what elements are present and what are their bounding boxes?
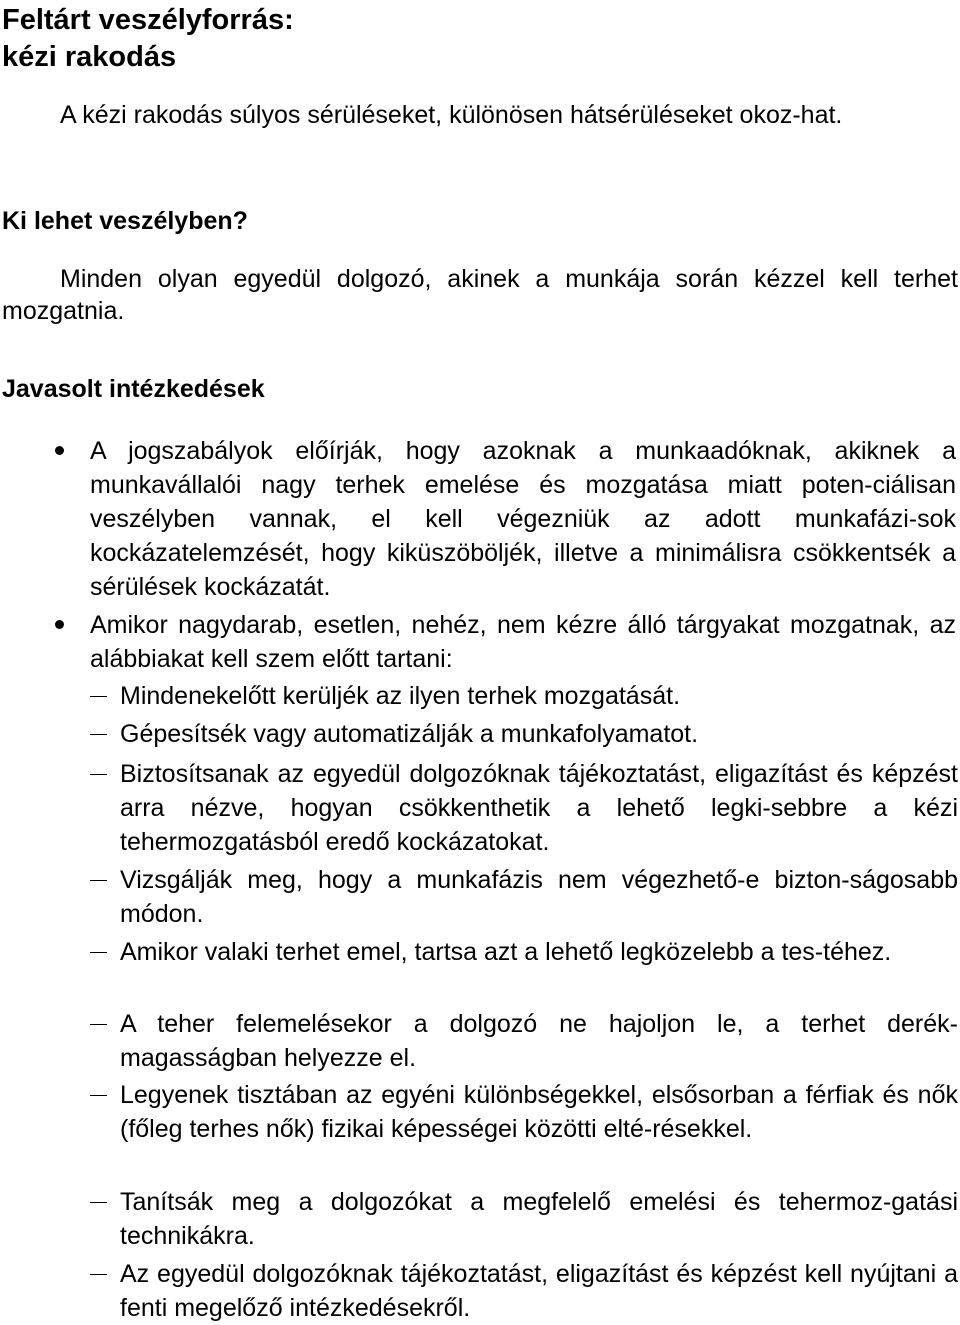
dash-text: Tanítsák meg a dolgozókat a megfelelő emelési és tehermoz-gatási technikákra.	[120, 1188, 958, 1250]
dash-icon	[90, 952, 107, 953]
dash-text: A teher felemelésekor a dolgozó ne hajoljon le, a terhet derék-magasságban helyezze el.	[120, 1010, 958, 1072]
dash-icon	[90, 1095, 107, 1096]
who-text: Minden olyan egyedül dolgozó, akinek a munkája során kézzel kell terhet mozgatnia.	[2, 265, 958, 325]
title-line-2: kézi rakodás	[2, 41, 177, 73]
dash-text: Amikor valaki terhet emel, tartsa azt a lehető legközelebb a tes-téhez.	[120, 938, 892, 966]
dash-icon	[90, 880, 107, 881]
title-line-1: Feltárt veszélyforrás:	[2, 4, 294, 36]
dash-text: Mindenekelőtt kerüljék az ilyen terhek mozgatását.	[120, 682, 681, 710]
bullet-dot-icon	[55, 620, 64, 629]
dash-icon	[90, 734, 107, 735]
dash-icon	[90, 1202, 107, 1203]
bullet-dot-icon	[55, 446, 64, 455]
dash-text: Biztosítsanak az egyedül dolgozóknak tájékoztatást, eligazítást és képzést arra nézve, hogyan csökkenthetik a lehető legki-sebbre a kézi tehermozgatásból eredő kockázatokat.	[120, 760, 958, 856]
measures-heading: Javasolt intézkedések	[2, 375, 265, 403]
who-paragraph	[2, 263, 958, 327]
who-heading: Ki lehet veszélyben?	[2, 207, 248, 235]
dash-text: Vizsgálják meg, hogy a munkafázis nem végezhető-e bizton-ságosabb módon.	[120, 866, 958, 928]
document-title	[2, 2, 702, 76]
bullet-text: Amikor nagydarab, esetlen, nehéz, nem kézre álló tárgyakat mozgatnak, az alábbiakat kell szem előtt tartani:	[90, 611, 956, 673]
bullet-text: A jogszabályok előírják, hogy azoknak a munkaadóknak, akiknek a munkavállalói nagy terhek emelése és mozgatása miatt poten-ciálisan veszélyben vannak, el kell végezniük az adott munkafázi-sok kockázatelemzését, hogy kiküszöböljék, illetve a minimálisra csökkentsék a sérülések kockázatát.	[90, 437, 956, 601]
intro-text: A kézi rakodás súlyos sérüléseket, különösen hátsérüléseket okoz-hat.	[60, 101, 843, 129]
dash-icon	[90, 1024, 107, 1025]
dash-text: Legyenek tisztában az egyéni különbségekkel, elsősorban a férfiak és nők (főleg terhes nők) fizikai képességei közötti elté-résekkel.	[120, 1081, 958, 1143]
dash-icon	[90, 774, 107, 775]
dash-icon	[90, 696, 107, 697]
dash-icon	[90, 1274, 107, 1275]
intro-paragraph	[2, 99, 958, 131]
dash-text: Az egyedül dolgozóknak tájékoztatást, eligazítást és képzést kell nyújtani a fenti megelőző intézkedésekről.	[120, 1260, 958, 1322]
dash-text: Gépesítsék vagy automatizálják a munkafolyamatot.	[120, 720, 699, 748]
